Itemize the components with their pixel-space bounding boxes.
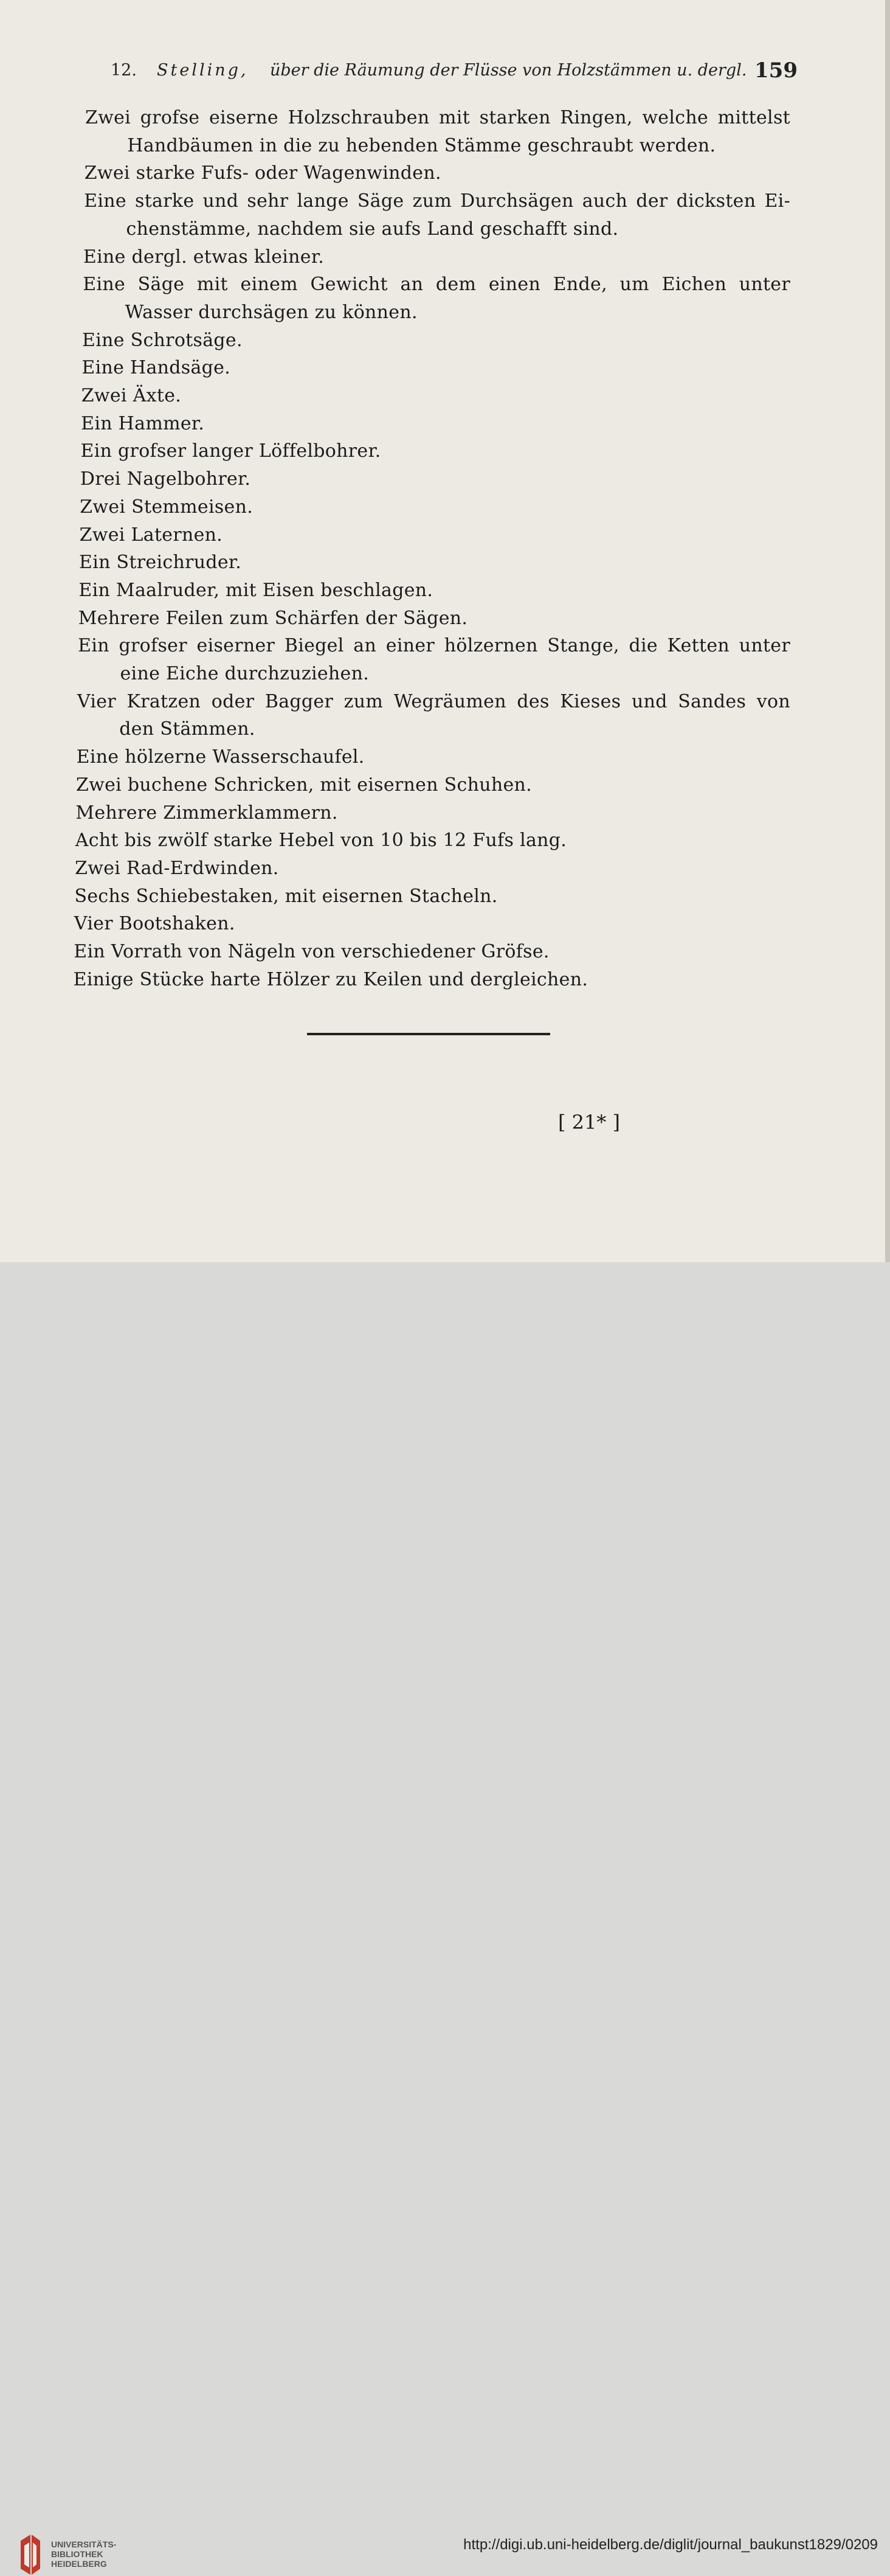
list-item-continuation: eine Eiche durchzuziehen.: [120, 663, 370, 684]
list-item-text: Eine Säge mit einem Gewicht an dem einen Ende, um Eichen unter: [83, 274, 790, 296]
item-list: [0, 0, 890, 1034]
list-item-continuation: den Stämmen.: [119, 718, 255, 740]
list-item-text: Einige Stücke harte Hölzer zu Keilen und dergleichen.: [73, 968, 588, 990]
viewer-footer: [0, 1262, 890, 2569]
list-item-text: Zwei grofse eiserne Holzschrauben mit starken Ringen, welche mittelst: [85, 107, 790, 128]
list-item-text: Mehrere Zimmerklammern.: [75, 802, 338, 824]
list-item-text: Mehrere Feilen zum Schärfen der Sägen.: [78, 607, 468, 629]
list-item-text: Ein Hammer.: [81, 412, 205, 434]
list-item-text: Zwei Laternen.: [79, 524, 223, 546]
list-item-text: Ein grofser eiserner Biegel an einer hölzernen Stange, die Ketten unter: [78, 635, 790, 657]
list-item-text: Sechs Schiebestaken, mit eisernen Stacheln.: [74, 885, 498, 907]
running-title: über die Räumung der Flüsse von Holzstämmen u. dergl.: [270, 61, 747, 80]
library-name: UNIVERSITÄTS- BIBLIOTHEK HEIDELBERG: [51, 2540, 117, 2569]
list-item-text: Zwei Äxte.: [81, 385, 182, 406]
signature-mark: [ 21* ]: [558, 1111, 621, 1134]
list-item-text: Ein Maalruder, mit Eisen beschlagen.: [78, 579, 433, 601]
list-item-text: Zwei buchene Schricken, mit eisernen Schuhen.: [76, 774, 532, 796]
list-item-text: Ein grofser langer Löffelbohrer.: [80, 440, 381, 462]
list-item-text: Drei Nagelbohrer.: [80, 468, 251, 490]
list-item-text: Ein Vorrath von Nägeln von verschiedener Gröfse.: [74, 941, 550, 962]
horizontal-rule: [307, 1033, 550, 1035]
list-item-text: Zwei Rad-Erdwinden.: [75, 857, 279, 879]
page-number: 159: [754, 58, 798, 83]
list-item-continuation: Handbäumen in die zu hebenden Stämme geschraubt werden.: [127, 134, 716, 156]
list-item-text: Vier Kratzen oder Bagger zum Wegräumen des Kieses und Sandes von: [77, 690, 790, 712]
document-page: [0, 0, 890, 1262]
list-item-text: Eine hölzerne Wasserschaufel.: [76, 746, 365, 768]
list-item-text: Eine starke und sehr lange Säge zum Durchsägen auch der dicksten Ei-: [84, 190, 790, 212]
list-item-text: Acht bis zwölf starke Hebel von 10 bis 12 Fufs lang.: [75, 830, 567, 852]
source-url[interactable]: http://digi.ub.uni-heidelberg.de/diglit/journal_baukunst1829/0209: [463, 2536, 878, 2553]
list-item-text: Zwei starke Fufs- oder Wagenwinden.: [84, 162, 441, 184]
list-item-text: Ein Streichruder.: [79, 552, 242, 574]
author-name: Stelling,: [157, 61, 249, 80]
list-item-text: Vier Bootshaken.: [74, 913, 235, 935]
list-item-text: Eine Schrotsäge.: [82, 329, 243, 351]
list-item-text: Eine Handsäge.: [81, 357, 231, 379]
list-item-continuation: Wasser durchsägen zu können.: [125, 301, 418, 323]
list-item-text: Zwei Stemmeisen.: [80, 496, 254, 518]
university-library-logo-icon: [19, 2533, 41, 2576]
section-number: 12.: [111, 61, 137, 80]
list-item-continuation: chenstämme, nachdem sie aufs Land geschafft sind.: [126, 218, 619, 240]
list-item-text: Eine dergl. etwas kleiner.: [83, 246, 325, 268]
